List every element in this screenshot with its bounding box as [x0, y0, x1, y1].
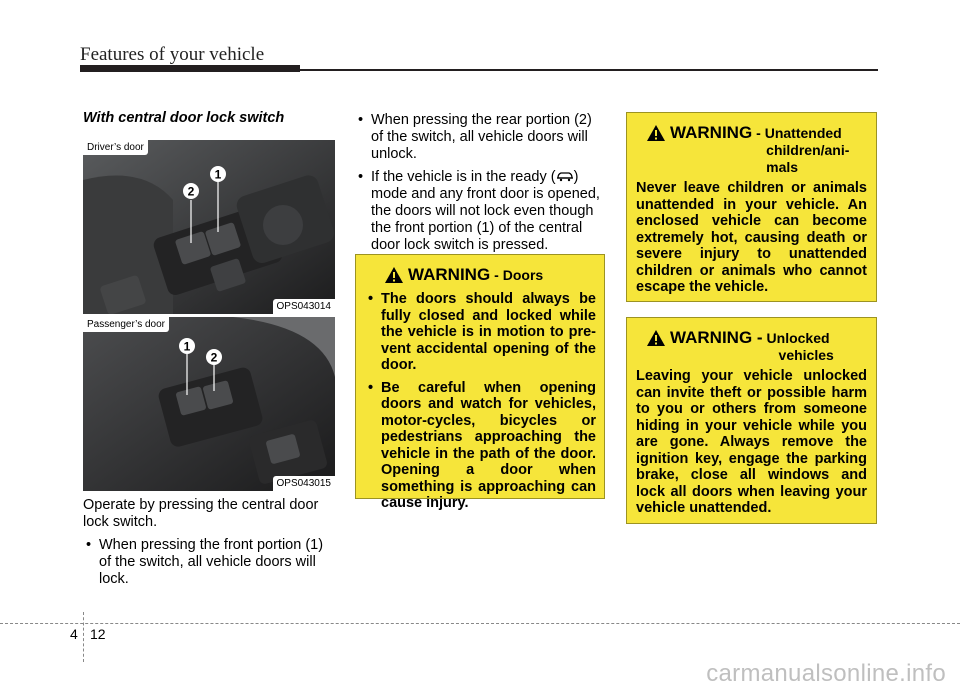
photo-label-drivers-door: Driver’s door	[83, 140, 148, 155]
warning-doors-item-1: • The doors should always be fully closed and locked while the vehicle is in motion to pre-vent accidental opening of the door.	[366, 291, 596, 374]
warning-triangle-icon	[384, 266, 404, 284]
footer-rule	[0, 623, 960, 624]
warning-doors-title: WARNING	[408, 265, 491, 284]
warning-unlocked-title: WARNING -	[670, 328, 763, 347]
passengers-door-illustration	[83, 317, 335, 491]
callout-1: 1	[183, 339, 191, 354]
photo-label-passengers-door: Passenger’s door	[83, 317, 169, 332]
warning-children-box	[626, 112, 877, 302]
page-number: 12	[90, 626, 106, 642]
callout-2: 2	[187, 184, 195, 199]
warning-children-header	[636, 123, 867, 176]
warning-unlocked-subtitle-1: Unlocked	[766, 330, 830, 346]
warning-unlocked-header	[636, 328, 867, 364]
warning-doors-box	[355, 254, 605, 511]
warning-unlocked-text: Leaving your vehicle unlocked can invite theft or possible harm to you or others from someone hiding in your vehicle while you are gone. Always remove the ignition key, engage the parking brake, close all windows and lock all doors when leaving your vehicle unattended.	[636, 368, 867, 516]
warning-doors-item-2: • Be careful when opening doors and watch for vehicles, motor-cycles, bicycles or pedestrians approaching the vehicle in the path of the door. Opening a door when something is approaching can cause injury.	[366, 380, 596, 512]
drivers-door-photo	[83, 140, 335, 314]
warning-children-subtitle	[756, 125, 849, 176]
warning-children-text: Never leave children or animals unattended in your vehicle. An enclosed vehicle can become extremely hot, causing death or severe injury to unattended children or animals who cannot escape the vehicle.	[636, 180, 867, 295]
chapter-number: 4	[70, 626, 78, 642]
warning-children-subtitle-2: children/ani-	[766, 142, 850, 158]
callout-1: 1	[214, 167, 222, 182]
warning-unlocked-box	[626, 317, 877, 524]
header-rule-thin	[300, 69, 878, 71]
warning-children-subtitle-3: mals	[766, 159, 799, 175]
section-heading: With central door lock switch	[83, 110, 285, 126]
watermark: carmanualsonline.info	[706, 660, 946, 687]
header-rule-thick	[80, 65, 300, 72]
middle-column	[355, 112, 605, 254]
warning-children-subtitle-1: - Unattended	[756, 125, 842, 141]
car-ready-icon	[556, 170, 574, 182]
bullet-rear-portion: • When pressing the rear portion (2) of the switch, all vehicle doors will unlock.	[355, 112, 605, 163]
footer-divider	[83, 612, 84, 662]
warning-unlocked-subtitle	[767, 330, 834, 364]
warning-children-title: WARNING	[670, 123, 753, 142]
warning-doors-subtitle: - Doors	[494, 267, 544, 283]
photo-code: OPS043014	[273, 299, 336, 314]
bullet-ready-mode	[355, 169, 605, 254]
photo-code: OPS043015	[273, 476, 336, 491]
warning-triangle-icon	[646, 124, 666, 142]
passengers-door-photo	[83, 317, 335, 491]
intro-paragraph: Operate by pressing the central door lock switch.	[83, 497, 319, 530]
warning-unlocked-subtitle-2: vehicles	[778, 347, 834, 363]
bullet-ready-mode-text-b: ) mode and any front door is opened, the doors will not lock even though the front portion (1) of the central door lock switch is pressed.	[371, 169, 600, 253]
bullet-front-portion: • When pressing the front portion (1) of the switch, all vehicle doors will lock.	[83, 537, 335, 588]
callout-2: 2	[210, 350, 218, 365]
page-header-title: Features of your vehicle	[80, 44, 265, 65]
left-column	[83, 110, 335, 588]
warning-doors-header	[366, 265, 596, 285]
warning-triangle-icon	[646, 329, 666, 347]
drivers-door-illustration	[83, 140, 335, 314]
bullet-ready-mode-text-a: If the vehicle is in the ready (	[371, 169, 556, 185]
